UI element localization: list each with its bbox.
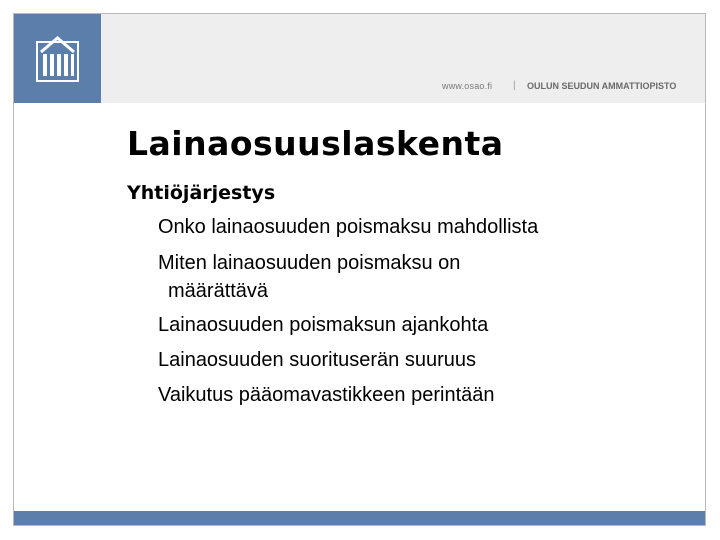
slide-content (127, 182, 687, 413)
header-separator: | (513, 80, 516, 91)
bullet-list (127, 210, 687, 413)
slide-title: Lainaosuuslaskenta (127, 124, 504, 163)
bullet-item: Lainaosuuden suorituserän suuruus (158, 349, 476, 371)
bullet-item: Lainaosuuden poismaksun ajankohta (158, 314, 489, 336)
bullet-item-continuation: määrättävä (168, 280, 269, 302)
header-organization-name: OULUN SEUDUN AMMATTIOPISTO (527, 81, 677, 91)
slide-subheading: Yhtiöjärjestys (127, 182, 276, 204)
footer-bar (14, 511, 705, 525)
bullet-item: Onko lainaosuuden poismaksu mahdollista (158, 216, 539, 238)
bullet-item (127, 245, 687, 308)
header-url[interactable]: www.osao.fi (442, 81, 493, 91)
bullet-item: Vaikutus pääomavastikkeen perintään (158, 384, 495, 406)
oulun-seudun-ammattiopisto-logo-icon (14, 14, 101, 103)
bullet-item-line: Miten lainaosuuden poismaksu on (158, 252, 461, 274)
logo (14, 14, 101, 103)
